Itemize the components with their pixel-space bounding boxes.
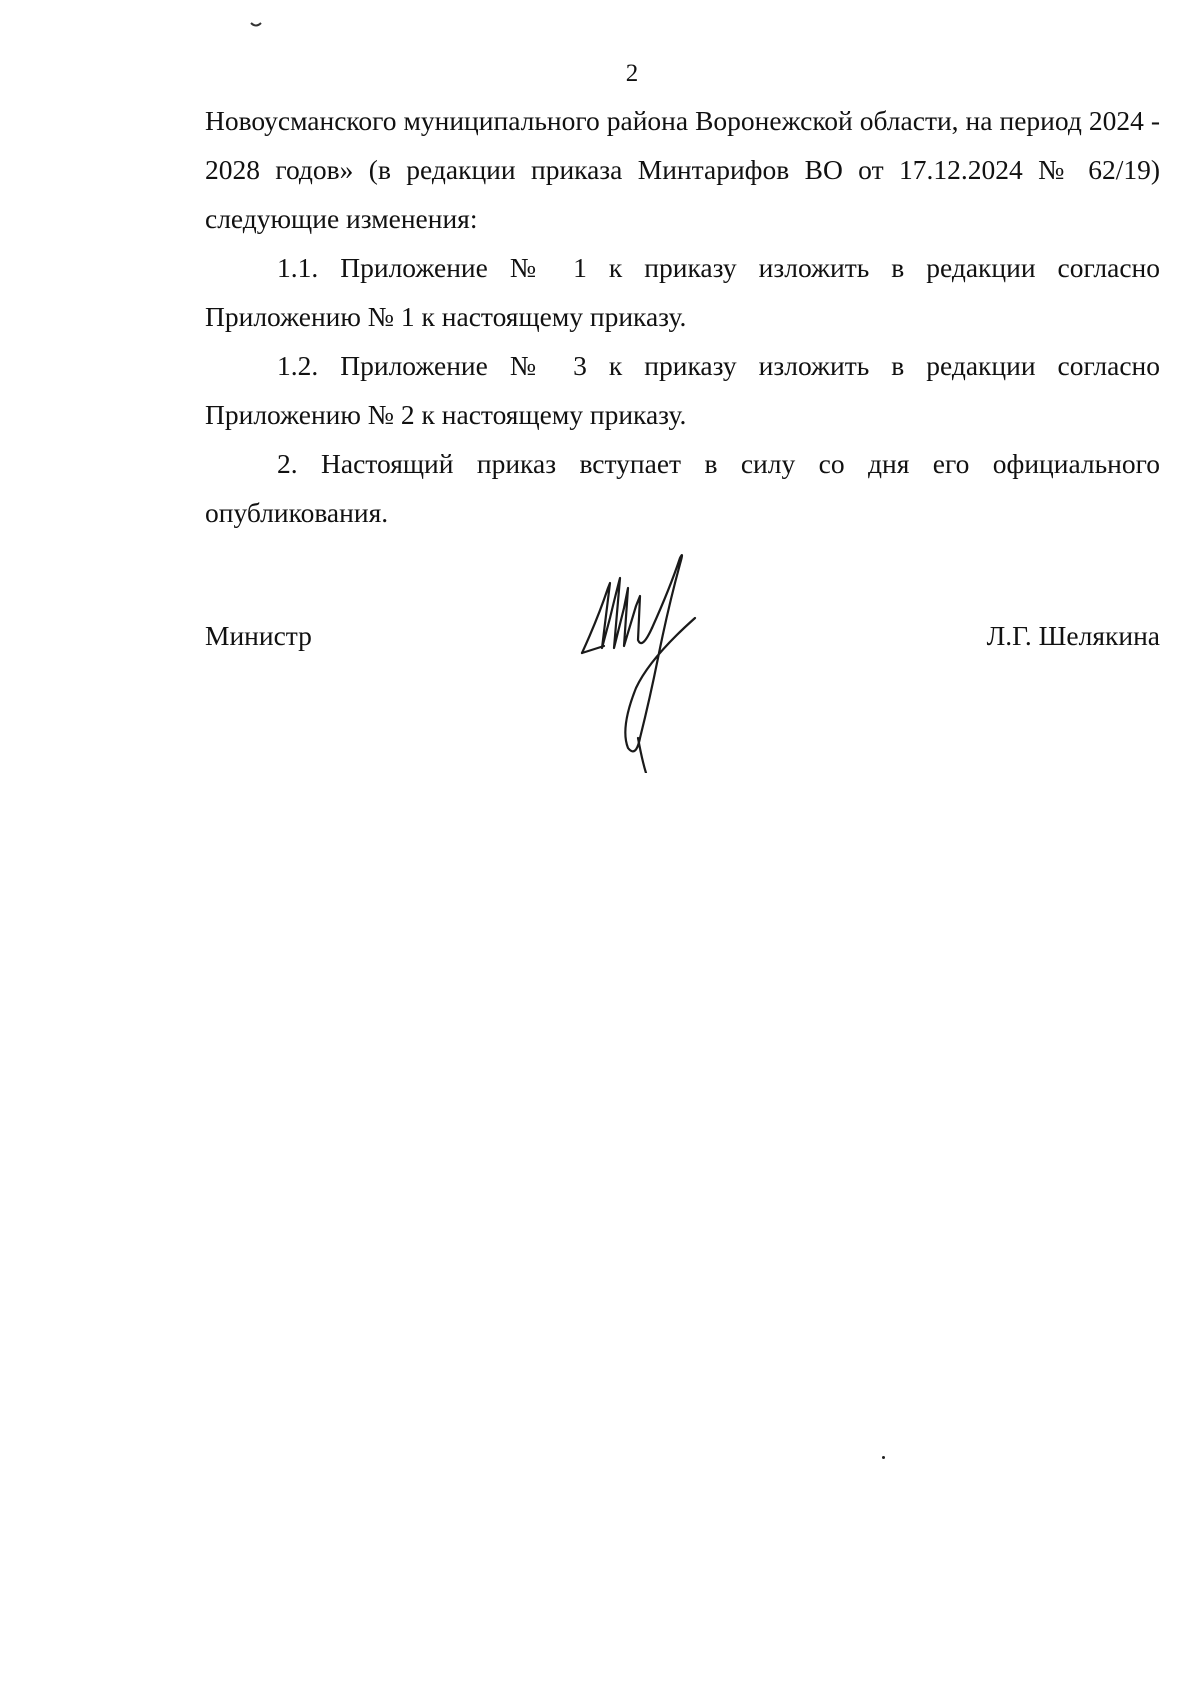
document-body — [205, 96, 1160, 537]
scan-artifact-mark — [250, 22, 262, 28]
paragraph-intro: Новоусманского муниципального района Воронежской области, на период 2024 - 2028 годов» (в редакции приказа Минтарифов ВО от 17.12.2024 № 62/19) следующие изменения: — [205, 105, 1160, 234]
paragraph-item-1-2: 1.2. Приложение № 3 к приказу изложить в редакции согласно Приложению № 2 к настоящему приказу. — [205, 350, 1160, 430]
paragraph-item-2: 2. Настоящий приказ вступает в силу со дня его официального опубликования. — [205, 448, 1160, 528]
paragraph-item-1-1: 1.1. Приложение № 1 к приказу изложить в редакции согласно Приложению № 1 к настоящему приказу. — [205, 252, 1160, 332]
handwritten-signature-icon — [580, 548, 710, 773]
signer-name: Л.Г. Шелякина — [986, 620, 1160, 651]
stray-dot — [882, 1456, 885, 1459]
signer-position: Министр — [205, 620, 312, 651]
page-number: 2 — [625, 60, 639, 87]
